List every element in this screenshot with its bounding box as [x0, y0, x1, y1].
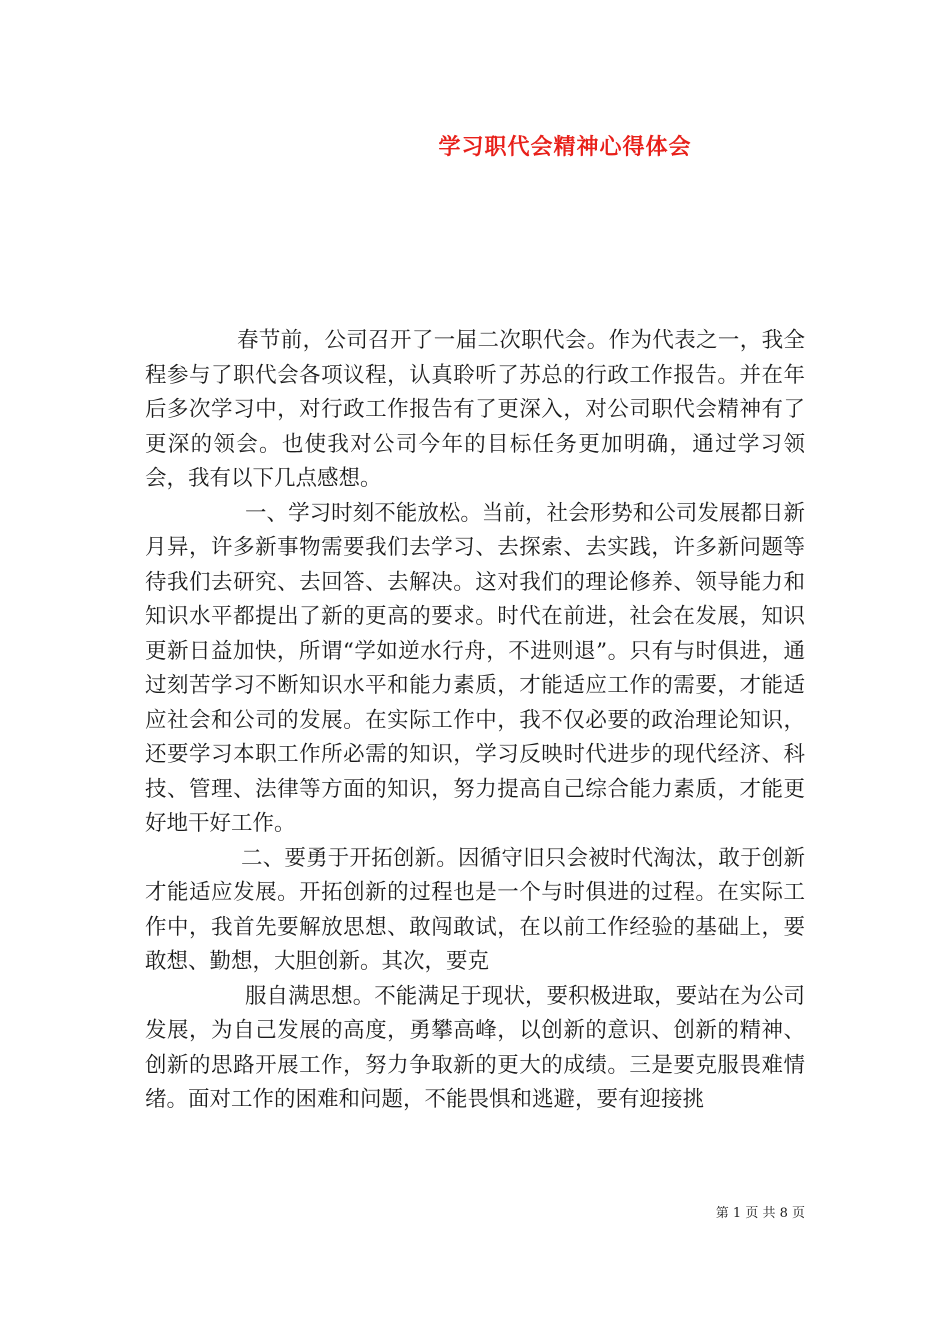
paragraph-continuation: 服自满思想。不能满足于现状，要积极进取，要站在为公司发展，为自己发展的高度，勇攀高峰，以创新的意识、创新的精神、创新的思路开展工作，努力争取新的更大的成绩。三是要克服畏难情绪。面对工作的困难和问题，不能畏惧和逃避，要有迎接挑 [145, 983, 805, 1112]
document-title: 学习职代会精神心得体会 [438, 135, 692, 160]
page-number-footer: 第 1 页 共 8 页 [715, 1206, 805, 1221]
document-body [145, 324, 805, 1118]
paragraph-intro: 春节前，公司召开了一届二次职代会。作为代表之一，我全程参与了职代会各项议程，认真聆听了苏总的行政工作报告。并在年后多次学习中，对行政工作报告有了更深入，对公司职代会精神有了更深的领会。也使我对公司今年的目标任务更加明确，通过学习领会，我有以下几点感想。 [145, 328, 805, 491]
paragraph-point-one: 一、学习时刻不能放松。当前，社会形势和公司发展都日新月异，许多新事物需要我们去学习、去探索、去实践，许多新问题等待我们去研究、去回答、去解决。这对我们的理论修养、领导能力和知识水平都提出了新的更高的要求。时代在前进，社会在发展，知识更新日益加快，所谓“学如逆水行舟，不进则退”。只有与时俱进，通过刻苦学习不断知识水平和能力素质，才能适应工作的需要，才能适应社会和公司的发展。在实际工作中，我不仅必要的政治理论知识，还要学习本职工作所必需的知识，学习反映时代进步的现代经济、科技、管理、法律等方面的知识，努力提高自己综合能力素质，才能更好地干好工作。 [145, 500, 805, 836]
paragraph-point-two: 二、要勇于开拓创新。因循守旧只会被时代淘汰，敢于创新才能适应发展。开拓创新的过程也是一个与时俱进的过程。在实际工作中，我首先要解放思想、敢闯敢试，在以前工作经验的基础上，要敢想、勤想，大胆创新。其次，要克 [145, 845, 805, 974]
